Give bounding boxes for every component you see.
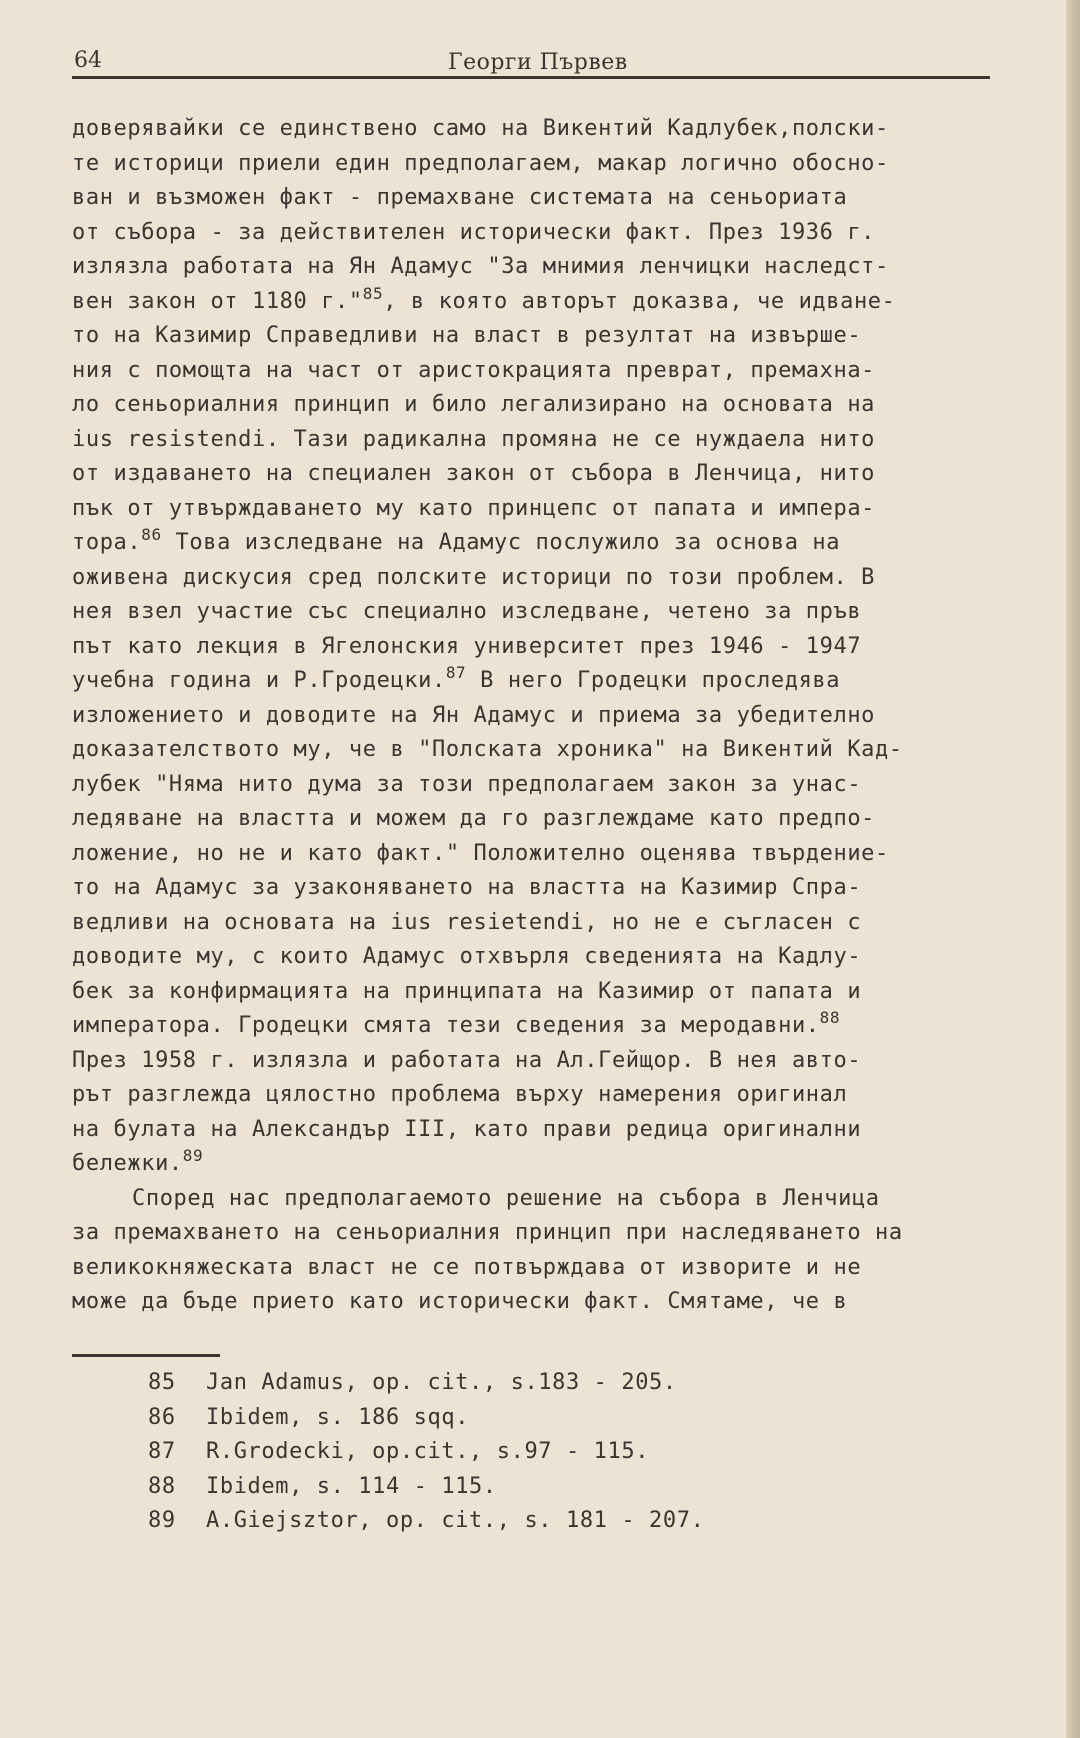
text-line: доводите му, с които Адамус отхвърля сведенията на Кадлу-: [72, 944, 862, 969]
body-text: [72, 112, 1032, 1320]
footnotes: [148, 1366, 848, 1539]
text-line: императора. Гродецки смята тези сведения за меродавни.$^{88}$: [72, 1008, 841, 1038]
header-divider: [72, 76, 990, 79]
text-line: ван и възможен факт - премахване системата на сеньориата: [72, 185, 848, 210]
text-line: път като лекция в Ягелонския университет през 1946 - 1947: [72, 633, 862, 659]
text-line: ведливи на основата на ius resietendi, но не е съгласен с: [72, 909, 862, 935]
text-line: те историци приели един предполагаем, макар логично обосно-: [72, 150, 889, 176]
text-line: бек за конфирмацията на принципата на Казимир от папата и: [72, 978, 862, 1004]
text-line: излязла работата на Ян Адамус "За мнимия ленчицки наследст-: [72, 254, 889, 279]
footnote-ref-87: 87: [445, 663, 467, 682]
text-line: ледяване на властта и можем да го разглеждаме като предпо-: [72, 806, 876, 831]
footnote: 87 R.Grodecki, op.cit., s.97 - 115.: [148, 1439, 650, 1464]
text-line: пък от утвърждаването му като принцепс от папата и импера-: [72, 495, 876, 521]
text-line: ложение, но не и като факт." Положително оценява твърдение-: [72, 840, 889, 866]
running-title: Георги Първев: [448, 50, 628, 75]
footnote-ref-89: 89: [182, 1146, 204, 1165]
footnote: 88 Ibidem, s. 114 - 115.: [148, 1473, 497, 1499]
footnote-ref-86: 86: [141, 525, 162, 544]
paragraph-start-line: Според нас предполагаемото решение на събора в Ленчица: [132, 1185, 880, 1211]
text-line: лубек "Няма нито дума за този предполагаем закон за унас-: [72, 771, 862, 797]
footnote: 89 A.Giejsztor, op. cit., s. 181 - 207.: [148, 1508, 705, 1533]
text-line: тора.$^{86}$ Това изследване на Адамус послужило за основа на: [72, 525, 841, 555]
page-number: 64: [74, 48, 102, 73]
page-edge: [1066, 0, 1080, 1738]
text-line: ло сеньориалния принцип и било легализирано на основата на: [72, 392, 876, 417]
text-line: През 1958 г. излязла и работата на Ал.Гейщор. В нея авто-: [72, 1047, 862, 1073]
text-line: учебна година и Р.Гродецки.$^{87}$ В него Гродецки проследява: [72, 663, 841, 693]
text-line: вен закон от 1180 г."$^{85}$, в която авторът доказва, че идване-: [72, 283, 896, 314]
text-line: ния с помощта на част от аристокрацията преврат, премахна-: [72, 357, 876, 383]
text-line: то на Адамус за узаконяването на властта на Казимир Спра-: [72, 875, 862, 900]
text-line: от издаването на специален закон от събора в Ленчица, нито: [72, 461, 876, 486]
text-line: бележки.$^{89}$: [72, 1146, 204, 1176]
text-line: на булата на Александър III, като прави редица оригинални: [72, 1116, 862, 1142]
text-line: то на Казимир Справедливи на власт в резултат на извърше-: [72, 323, 862, 348]
text-line: нея взел участие със специално изследване, четено за пръв: [72, 599, 862, 624]
footnote-ref-85: 85: [362, 283, 384, 303]
footnote: 85 Jan Adamus, op. cit., s.183 - 205.: [148, 1370, 677, 1395]
page-header: [72, 44, 990, 80]
text-line: рът разглежда цялостно проблема върху намерения оригинал: [72, 1082, 848, 1107]
text-line: за премахването на сеньориалния принцип при наследяването на: [72, 1220, 903, 1245]
footnote: 86 Ibidem, s. 186 sqq.: [148, 1404, 470, 1430]
footnote-ref-88: 88: [819, 1008, 841, 1027]
text-line: може да бъде прието като исторически факт. Смятаме, че в: [72, 1289, 848, 1314]
text-line: оживена дискусия сред полските историци по този проблем. В: [72, 564, 876, 590]
text-line: доверявайки се единствено само на Викентий Кадлубек,полски-: [72, 116, 889, 141]
text-line: ius resistendi. Тази радикална промяна не се нуждаела нито: [72, 426, 876, 452]
text-line: изложението и доводите на Ян Адамус и приема за убедително: [72, 702, 876, 728]
footnote-divider: [72, 1354, 220, 1357]
text-line: великокняжеската власт не се потвърждава от изворите и не: [72, 1254, 862, 1280]
text-line: от събора - за действителен исторически факт. През 1936 г.: [72, 219, 876, 245]
text-line: доказателството му, че в "Полската хроника" на Викентий Кад-: [72, 737, 903, 762]
